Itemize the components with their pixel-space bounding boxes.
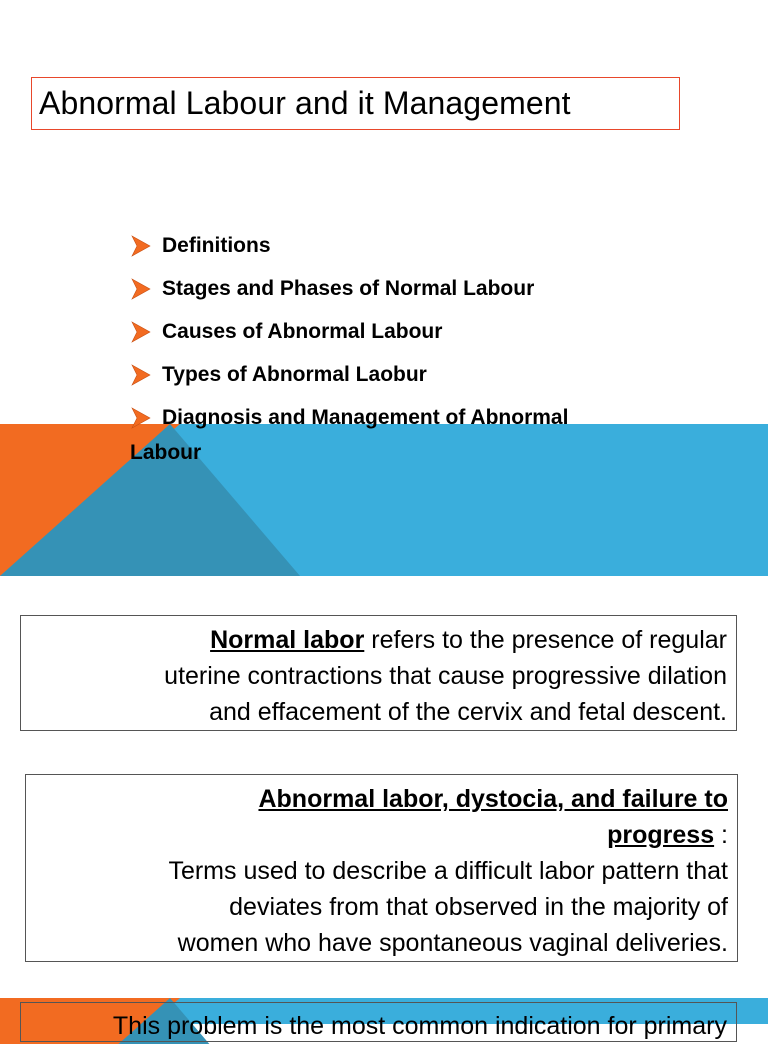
topic-list (131, 224, 751, 439)
definition-line: deviates from that observed in the majority of (229, 893, 728, 921)
definition-line (36, 817, 728, 853)
decorative-banner (0, 424, 768, 576)
term-progress: progress (607, 821, 715, 849)
arrow-right-icon (131, 235, 151, 257)
topic-item (131, 353, 751, 396)
definition-line (36, 781, 728, 817)
topic-item-label: Definitions (162, 233, 271, 257)
arrow-right-icon (131, 321, 151, 343)
topic-item (131, 267, 751, 310)
term-suffix: : (714, 821, 728, 849)
topic-item-label: Diagnosis and Management of Abnormal (162, 405, 569, 429)
topic-item-continuation: Labour (130, 441, 202, 464)
definition-line: and effacement of the cervix and fetal descent. (209, 698, 727, 726)
slide-title-box (31, 77, 680, 130)
definition-normal-labor (20, 615, 737, 731)
partial-text-box: This problem is the most common indication for primary (20, 1002, 737, 1042)
topic-item-label: Stages and Phases of Normal Labour (162, 276, 535, 300)
term-normal-labor: Normal labor (210, 626, 365, 654)
topic-item (131, 224, 751, 267)
topic-item-label: Types of Abnormal Laobur (162, 362, 427, 386)
slide-definitions (0, 590, 768, 990)
topic-item (131, 396, 751, 439)
definition-line: women who have spontaneous vaginal deliveries. (177, 929, 728, 957)
topic-item-label: Causes of Abnormal Labour (162, 319, 443, 343)
arrow-right-icon (131, 364, 151, 386)
definition-line: Terms used to describe a difficult labor pattern that (168, 857, 728, 885)
slide-partial (0, 998, 768, 1040)
definition-line (31, 622, 727, 658)
definition-abnormal-labor (25, 774, 738, 962)
topic-item (131, 310, 751, 353)
definition-line: uterine contractions that cause progressive dilation (164, 662, 727, 690)
slide-title-text: Abnormal Labour and it Management (39, 85, 571, 121)
definition-text: refers to the presence of regular (364, 626, 727, 654)
arrow-right-icon (131, 278, 151, 300)
term-abnormal-labor: Abnormal labor, dystocia, and failure to (258, 785, 728, 813)
arrow-right-icon (131, 407, 151, 429)
